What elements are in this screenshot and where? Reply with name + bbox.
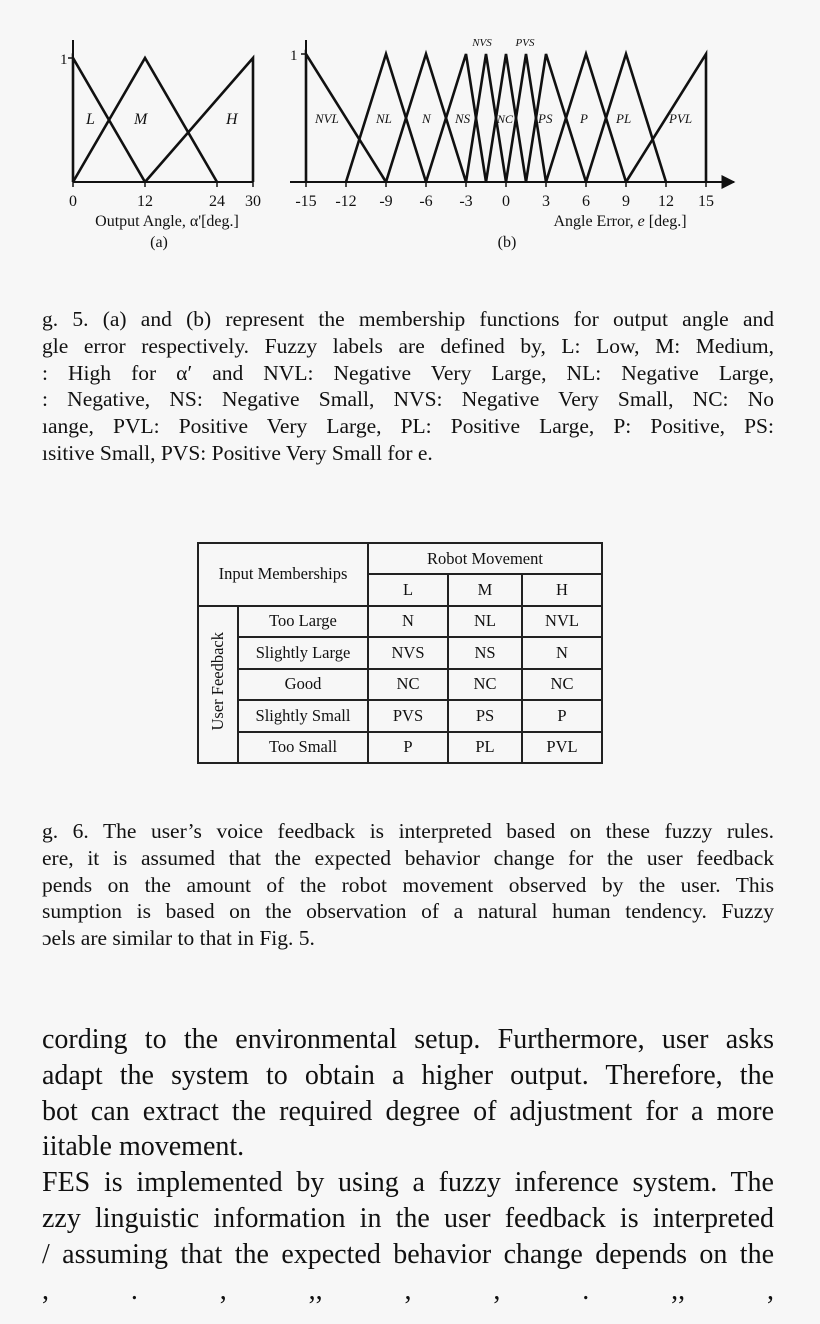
x-tick-label: 6 [582,193,590,210]
mf-top-label-PVS: PVS [515,37,535,49]
table-row-label: Good [238,669,368,701]
x-tick-label: 15 [698,193,714,210]
panel-label-a: (a) [150,234,168,251]
table-row [198,669,602,701]
body-line: adapt the system to obtain a higher output. Therefore, the [42,1059,774,1091]
x-axis-label-b-unit: [deg.] [648,213,687,230]
table-cell: PVL [522,732,602,764]
body-line: cording to the environmental setup. Furthermore, user asks [42,1024,774,1055]
x-tick-label: 30 [245,193,261,210]
x-axis-label-a: Output Angle, α'[deg.] [95,213,239,230]
mf-label-PL: PL [616,111,632,126]
table-col-header: L [368,574,448,606]
caption-line: pends on the amount of the robot movement observed by the user. This [42,872,774,897]
table-cell: NVL [522,606,602,638]
table-row-label: Slightly Small [238,700,368,732]
table-row-label: Too Small [238,732,368,764]
table-col-header: M [448,574,522,606]
mf-label-M: M [134,111,148,128]
panel-label-b: (b) [497,234,517,251]
body-line: bot can extract the required degree of adjustment for a more [42,1095,774,1127]
mf-label-NC: NC [497,112,514,126]
figure-5b [290,37,734,251]
table-row-label: Too Large [238,606,368,638]
mf-label-NL: NL [376,111,392,126]
x-tick-label: 12 [658,193,674,210]
x-tick-label: -3 [459,193,473,210]
caption-line: ɔels are similar to that in Fig. 5. [42,926,315,951]
mf-label-L: L [86,111,95,128]
table-cell: P [368,732,448,764]
caption-line: sumption is based on the observation of a natural human tendency. Fuzzy [42,899,774,924]
figure-5 [0,30,820,260]
mf-top-label-NVS: NVS [472,37,492,49]
table-cell: NL [448,606,522,638]
figure-5-caption [42,306,774,467]
x-tick-label: 0 [502,193,510,210]
fuzzy-rules-table [197,542,603,764]
mf-curve-PS [526,54,586,182]
x-tick-label: -15 [295,193,317,210]
caption-line: ısitive Small, PVS: Positive Very Small for e. [42,440,433,465]
figure-5a [60,40,261,251]
table-row [198,700,602,732]
table-side-label: User Feedback [208,632,227,731]
table-side-label-cell [198,606,238,764]
body-line: FES is implemented by using a fuzzy inference system. The [42,1167,774,1199]
table-cell: PS [448,700,522,732]
x-tick-label: 9 [622,193,630,210]
body-line: / assuming that the expected behavior change depends on the [42,1238,774,1270]
caption-line: ere, it is assumed that the expected behavior change for the user feedback [42,845,774,870]
x-axis-label-b [553,213,686,230]
table-cell: NC [368,669,448,701]
table-col-header: H [522,574,602,606]
x-axis-label-b-var: e [637,213,645,230]
caption-line: gle error respectively. Fuzzy labels are defined by, L: Low, M: Medium, [42,333,774,358]
x-tick-label: 3 [542,193,550,210]
x-tick-label: -9 [379,193,393,210]
x-axis-label-b-text: Angle Error, [553,213,634,230]
caption-line: g. 5. (a) and (b) represent the membership functions for output angle and [42,307,774,331]
table-row-label: Slightly Large [238,637,368,669]
mf-label-PVL: PVL [669,111,693,126]
table-cell: N [522,637,602,669]
table-row [198,637,602,669]
table-cell: PL [448,732,522,764]
figure-6-caption [42,818,774,952]
caption-line: g. 6. The user’s voice feedback is interpreted based on these fuzzy rules. [42,819,774,843]
table-header-robot-movement: Robot Movement [368,543,602,574]
mf-label-NS: NS [455,111,471,126]
mf-label-PS: PS [538,111,553,126]
table-cell: NC [522,669,602,701]
table-cell: NC [448,669,522,701]
table-cell: PVS [368,700,448,732]
table-row [198,606,602,638]
body-line-cut: , . , ,, , , . ,, , [42,1274,774,1306]
x-tick-label: -12 [335,193,357,210]
table-row [198,732,602,764]
body-paragraph [42,1022,774,1306]
x-tick-label: 24 [209,193,225,210]
table-cell: P [522,700,602,732]
x-tick-label: 12 [137,193,153,210]
x-ticks-b [295,182,714,210]
mf-label-NVL: NVL [315,111,339,126]
mf-curve-PVL [626,54,706,182]
y-tick-label-a: 1 [60,52,68,68]
table-header-input-memberships: Input Memberships [198,543,368,606]
mf-label-P: P [580,111,588,126]
mf-label-H: H [226,111,238,128]
x-tick-label: -6 [419,193,433,210]
table-cell: NS [448,637,522,669]
caption-line: ıange, PVL: Positive Very Large, PL: Positive Large, P: Positive, PS: [42,414,774,439]
x-ticks-a [69,182,261,210]
caption-line: : High for α′ and NVL: Negative Very Large, NL: Negative Large, [42,360,774,385]
table-cell: NVS [368,637,448,669]
x-tick-label: 0 [69,193,77,210]
body-line: zzy linguistic information in the user feedback is interpreted [42,1202,774,1234]
caption-line: : Negative, NS: Negative Small, NVS: Negative Very Small, NC: No [42,387,774,412]
body-line: iitable movement. [42,1131,245,1163]
table-cell: N [368,606,448,638]
y-tick-label-b: 1 [290,48,298,64]
mf-label-N: N [422,111,431,126]
